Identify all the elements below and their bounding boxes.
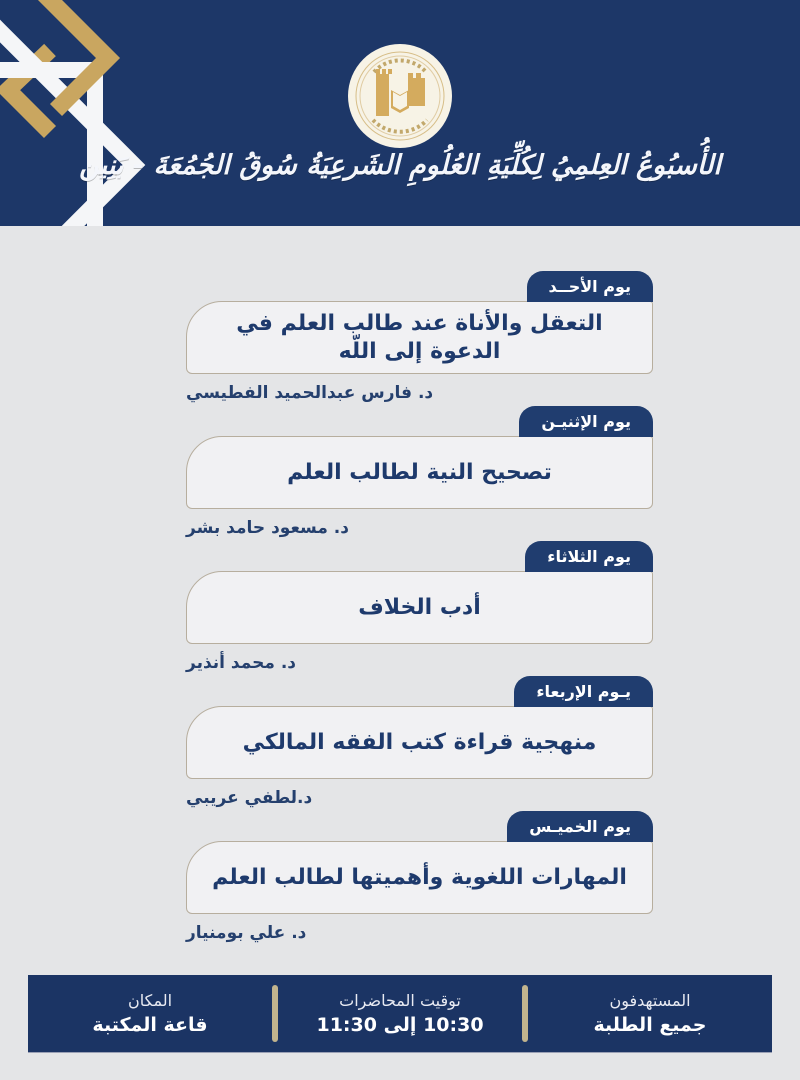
islamic-star-pattern-icon	[0, 0, 180, 226]
footer-time	[278, 975, 522, 1052]
poster-title: الأُسبُوعُ العِلمِيُ لِكُلِّيَةِ العُلُومِ الشَرعِيَةُ سُوقُ الجُمُعَةَ - بَنِين	[79, 150, 721, 181]
footer-label: توقيت المحاضرات	[339, 991, 461, 1010]
day-badge: يوم الإثنيـن	[519, 406, 653, 437]
footer-divider	[272, 985, 278, 1042]
header-banner	[0, 0, 800, 226]
footer-value: قاعة المكتبة	[92, 1014, 208, 1036]
presenter-name: د.لطفي عريبي	[186, 788, 313, 808]
day-badge: يـوم الإربعاء	[514, 676, 653, 707]
presenter-name: د. فارس عبدالحميد الفطيسي	[186, 383, 434, 403]
schedule-row-monday	[178, 406, 653, 541]
lecture-title: أدب الخلاف	[358, 594, 481, 620]
presenter-name: د. محمد أنذير	[186, 653, 297, 673]
lecture-title: المهارات اللغوية وأهميتها لطالب العلم	[212, 864, 627, 890]
day-badge: يوم الأحــد	[527, 271, 653, 302]
schedule-row-sunday	[178, 271, 653, 406]
lecture-title: منهجية قراءة كتب الفقه المالكي	[242, 729, 597, 755]
day-badge: يوم الخميـس	[507, 811, 653, 842]
lecture-box	[186, 571, 653, 644]
college-emblem-logo	[346, 42, 454, 150]
footer-audience	[528, 975, 772, 1052]
presenter-name: د. علي بومنيار	[186, 923, 307, 943]
day-badge: يوم الثلاثاء	[525, 541, 653, 572]
lecture-title: تصحيح النية لطالب العلم	[287, 459, 552, 485]
lecture-title: التعقل والأناة عند طالب العلم في الدعوة إلى اللّه	[236, 311, 603, 364]
footer-location	[28, 975, 272, 1052]
footer-label: المكان	[127, 991, 173, 1010]
schedule-row-tuesday	[178, 541, 653, 676]
info-footer-bar	[28, 975, 772, 1052]
footer-label: المستهدفون	[609, 991, 691, 1010]
schedule-row-thursday	[178, 811, 653, 946]
lecture-box	[186, 436, 653, 509]
presenter-name: د. مسعود حامد بشر	[186, 518, 349, 538]
footer-value: 10:30 إلى 11:30	[316, 1014, 484, 1036]
lecture-box	[186, 706, 653, 779]
footer-value: جميع الطلبة	[593, 1014, 707, 1036]
lecture-box	[186, 841, 653, 914]
schedule-list	[0, 226, 800, 946]
footer-divider	[522, 985, 528, 1042]
schedule-row-wednesday	[178, 676, 653, 811]
lecture-box	[186, 301, 653, 374]
